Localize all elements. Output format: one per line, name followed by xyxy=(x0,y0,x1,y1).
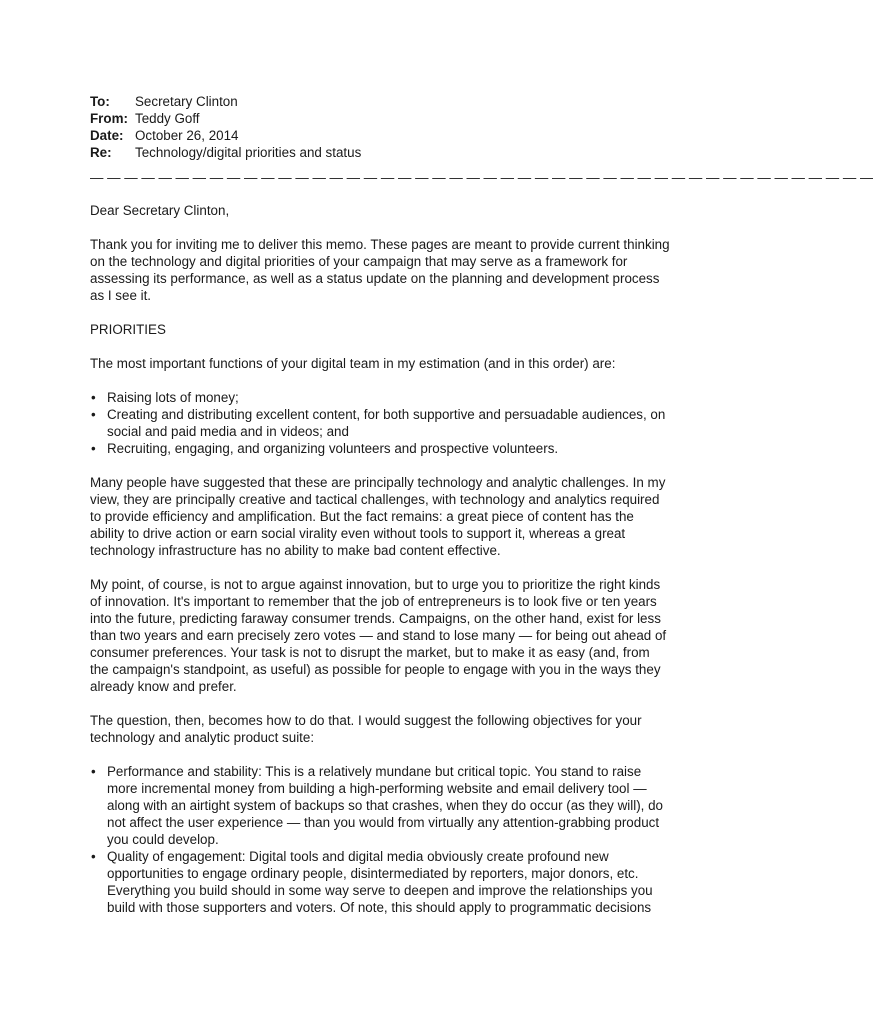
date-row xyxy=(90,127,690,144)
date-value: October 26, 2014 xyxy=(135,128,239,143)
bullet-icon: • xyxy=(91,764,96,779)
list-item-text: Quality of engagement: Digital tools and digital media obviously create profound new opportunities to engage ordinary people, disintermediated by reporters, major donors, etc. Everything you build should in some way serve to deepen and improve the relationships you build with those supporters and voters. Of note, this should apply to programmatic decisions xyxy=(107,849,653,915)
re-label: Re: xyxy=(90,145,112,160)
bullet-icon: • xyxy=(91,390,96,405)
list-item-text: Creating and distributing excellent content, for both supportive and persuadable audiences, on social and paid media and in videos; and xyxy=(107,407,666,439)
salutation: Dear Secretary Clinton, xyxy=(90,203,230,218)
date-label: Date: xyxy=(90,128,124,143)
from-value: Teddy Goff xyxy=(135,111,200,126)
functions-list xyxy=(90,389,670,457)
from-row xyxy=(90,110,690,127)
objectives-list xyxy=(90,763,670,916)
question-paragraph: The question, then, becomes how to do that. I would suggest the following objectives for your technology and analytic product suite: xyxy=(90,713,642,745)
bullet-icon: • xyxy=(91,407,96,422)
re-row xyxy=(90,144,690,161)
memo-page xyxy=(90,93,873,916)
list-item-text: Raising lots of money; xyxy=(107,390,239,405)
list-item xyxy=(90,440,670,457)
bullet-icon: • xyxy=(91,849,96,864)
challenges-paragraph: Many people have suggested that these are principally technology and analytic challenges. In my view, they are principally creative and tactical challenges, with technology and analytics required to provide efficiency and amplification. But the fact remains: a great piece of content has the ability to drive action or earn social virality even without tools to support it, whereas a great technology infrastructure has no ability to make bad content effective. xyxy=(90,475,666,558)
innovation-paragraph: My point, of course, is not to argue against innovation, but to urge you to prioritize the right kinds of innovation. It's important to remember that the job of entrepreneurs is to look five or ten years into the future, predicting faraway consumer trends. Campaigns, on the other hand, exist for less than two years and earn precisely zero votes — and stand to lose many — for being out ahead of consumer preferences. Your task is not to disrupt the market, but to make it as easy (and, from the campaign's standpoint, as useful) as possible for people to engage with you in the ways they already know and prefer. xyxy=(90,577,667,694)
list-item xyxy=(90,763,670,848)
memo-header xyxy=(90,93,690,161)
list-item xyxy=(90,406,670,440)
list-item-text: Performance and stability: This is a relatively mundane but critical topic. You stand to raise more incremental money from building a high-performing website and email delivery tool — along with an airtight system of backups so that crashes, when they do occur (as they will), do not affect the user experience — than you would from virtually any attention-grabbing product you could develop. xyxy=(107,764,663,847)
list-item xyxy=(90,389,670,406)
to-row xyxy=(90,93,690,110)
to-value: Secretary Clinton xyxy=(135,94,238,109)
functions-intro: The most important functions of your digital team in my estimation (and in this order) are: xyxy=(90,356,616,371)
intro-paragraph: Thank you for inviting me to deliver this memo. These pages are meant to provide current thinking on the technology and digital priorities of your campaign that may serve as a framework for assessing its performance, as well as a status update on the planning and development process as I see it. xyxy=(90,237,670,303)
to-label: To: xyxy=(90,94,110,109)
bullet-icon: • xyxy=(91,441,96,456)
re-value: Technology/digital priorities and status xyxy=(135,145,362,160)
header-divider: — — — — — — — — — — — — — — — — — — — — — — — — — — — — — — — — — — — — — — — — — — — — — — xyxy=(90,170,873,185)
list-item-text: Recruiting, engaging, and organizing volunteers and prospective volunteers. xyxy=(107,441,559,456)
from-label: From: xyxy=(90,111,128,126)
list-item xyxy=(90,848,670,916)
section-heading-priorities: PRIORITIES xyxy=(90,322,166,337)
